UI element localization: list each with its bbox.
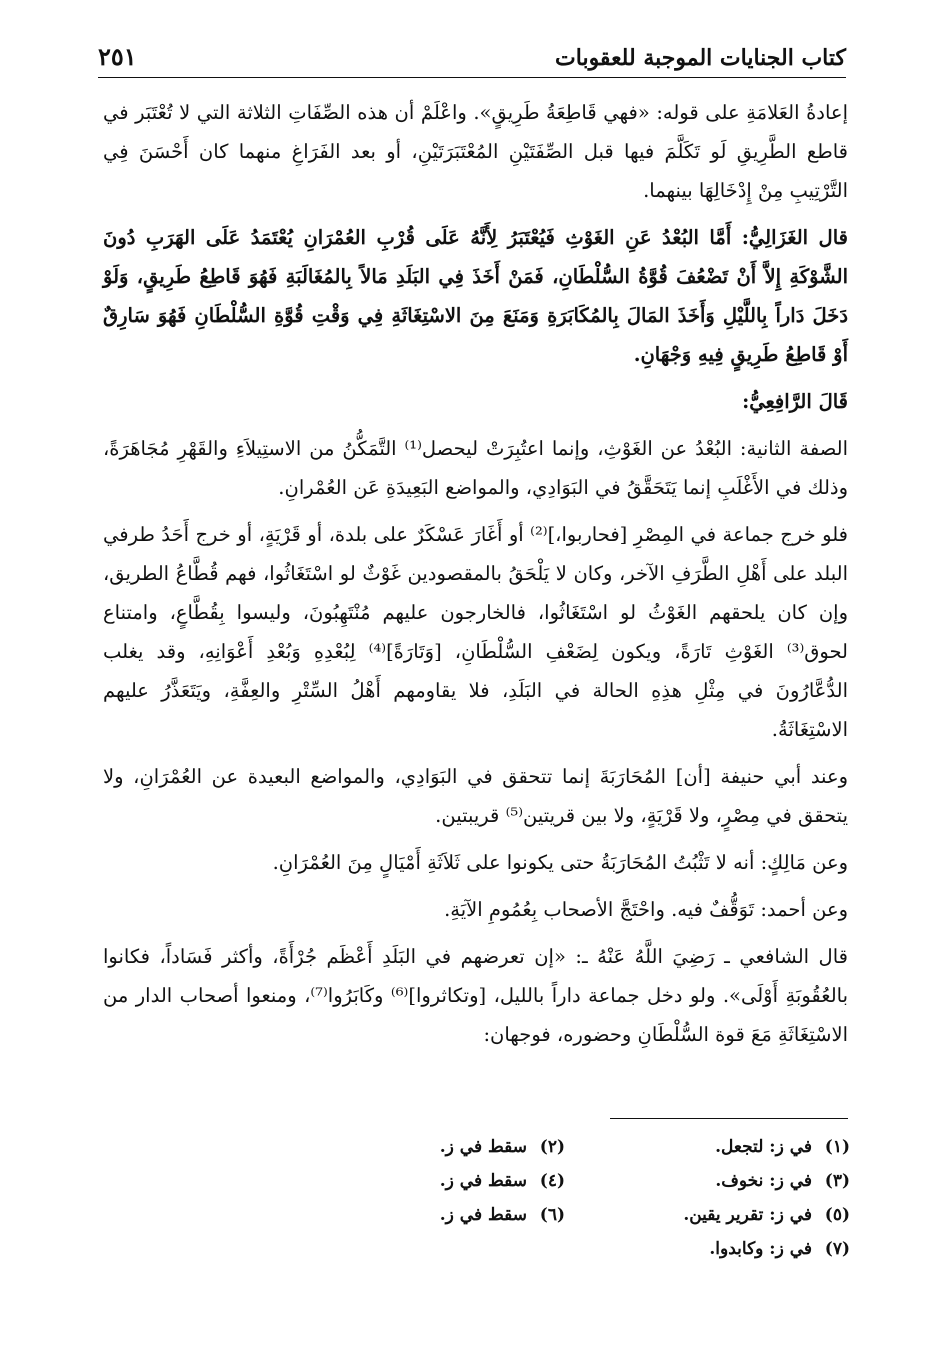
running-title: كتاب الجنايات الموجبة للعقوبات <box>555 45 846 71</box>
footnote: (٥) في ز: تقرير يقين. <box>683 1205 850 1225</box>
page-number: ٢٥١ <box>98 42 137 71</box>
paragraph: الصفة الثانية: البُعْدُ عن الغَوْثِ، وإنما اعتُبِرَتْ ليحصل⁽¹⁾ التَّمَكُّنُ من الاستِيلاَءِ والقَهْرِ مُجَاهَرَةً، وذلك في الأَغْلَبِ إنما يَتَحَقَّقُ في البَوَادِي، والمواضع البَعِيدَةِ عَن العُمْرانِ. <box>103 437 848 499</box>
section-heading: قَالَ الرَّافِعِيُّ: <box>742 390 848 413</box>
footnote: (١) في ز: لتجعل. <box>715 1137 850 1157</box>
paragraph: إعادةُ العَلامَةِ على قوله: «فهي قَاطِعَةُ طَرِيقٍ». واعْلَمْ أن هذه الصِّفَاتِ الثلاثة التي لا تُعْتَبَر في قاطع الطَّرِيقِ لَو تَكَلَّمَ فيها قبل الصِّفَتَيْنِ المُعْتَبَرَتَيْنِ، أو بعد الفَرَاغِ منهما كان أَحْسَنَ فِي التَّرْتِيبِ مِنْ إِدْخَالِهَا بينهما. <box>103 101 848 202</box>
paragraph: فلو خرج جماعة في المِصْرِ [فحاربوا،]⁽²⁾ أو أَغَارَ عَسْكَرٌ على بلدة، أو قَرْيَةٍ، أو خرج أَحَدُ طرفي البلد على أَهْلِ الطَّرَفِ الآخر، وكان لا يَلْحَقُ بالمقصودين غَوْثٌ لو اسْتَغَاثُوا، فهم قُطَّاعُ الطريق، وإن كان يلحقهم الغَوْثُ لو اسْتَغَاثُوا، فالخارجون عليهم مُنْتَهِبُونَ، وليسوا بِقُطَّاعٍ، وامتناع لحوق⁽³⁾ الغَوْثِ تَارَةً، ويكون لِضَعْفِ السُّلْطَانِ، [وَتَارَةً]⁽⁴⁾ لِبُعْدِهِ وَبُعْدِ أَعْوَانِهِ، وقد يغلب الدُّعَّارُونَ في مِثْلِ هذِهِ الحالة في البَلَدِ، فلا يقاومهم أَهْلُ السِّتْرِ والعِفَّةِ، ويَتَعَذَّرُ عليهم الاسْتِغَاثَةُ. <box>103 523 848 741</box>
paragraph: وعن أحمد: تَوَقُّفٌ فيه. واحْتَجَّ الأصحاب بِعُمُومِ الآيَةِ. <box>444 898 848 921</box>
quoted-text-ghazali: قال الغَزَالِيُّ: أَمَّا البُعْدُ عَنِ الغَوْثِ فَيُعْتَبَرُ لِأَنَّهُ عَلَى قُرْبِ العُمْرَانِ يُعْتَمَدُ عَلَى الهَرَبِ دُونَ الشَّوْكَةِ إِلاَّ أَنْ تَضْعُفَ قُوَّةُ السُّلْطَانِ، فَمَنْ أَخَذَ فِي البَلَدِ مَالاً بِالمُغَالَبَةِ فَهُوَ قَاطِعُ طَرِيقٍ، وَلَوْ دَخَلَ دَاراً بِاللَّيْلِ وَأَخَذَ المَالَ بِالمُكَابَرَةِ وَمَنَعَ مِنَ الاسْتِغَاثَةِ فِي وَقْتِ قُوَّةِ السُّلْطَانِ فَهُوَ سَارِقٌ أَوْ قَاطِعُ طَرِيقٍ فِيهِ وَجْهَانِ. <box>103 226 848 366</box>
footnotes <box>280 1130 850 1266</box>
footnote: (٧) في ز: وكابدوا. <box>709 1239 850 1259</box>
page-header <box>98 28 846 78</box>
footnote: (٦) سقط في ز. <box>439 1205 565 1225</box>
footnote: (٢) سقط في ز. <box>439 1137 565 1157</box>
footnote: (٤) سقط في ز. <box>439 1171 565 1191</box>
footnote: (٣) في ز: نخوف. <box>715 1171 850 1191</box>
paragraph: قال الشافعي ـ رَضِيَ اللَّهُ عَنْهُ ـ: «إن تعرضهم في البَلَدِ أَعْظَم جُرْأَةً، وأكثر فَسَاداً، فكانوا بالعُقُوبَةِ أَوْلَى». ولو دخل جماعة داراً بالليل، [وتكاثروا]⁽⁶⁾ وكَابَرُوا⁽⁷⁾، ومنعوا أصحاب الدار من الاسْتِغَاثَةِ مَعَ قوة السُّلْطَانِ وحضوره، فوجهان: <box>103 945 849 1046</box>
paragraph: وعن مَالِكٍ: أنه لا تَثْبُتُ المُحَارَبَةُ حتى يكونوا على ثَلاَثَةِ أَمْيَالٍ مِنَ العُمْرَانِ. <box>272 851 848 874</box>
footnote-separator <box>610 1118 848 1119</box>
paragraph: وعند أبي حنيفة [أن] المُحَارَبَةَ إنما تتحقق في البَوَادِي، والمواضع البعيدة عن العُمْرَانِ، ولا يتحقق في مِصْرٍ، ولا قَرْيَةٍ، ولا بين قريتين⁽⁵⁾ قريبتين. <box>103 765 848 827</box>
main-text <box>103 93 848 1062</box>
